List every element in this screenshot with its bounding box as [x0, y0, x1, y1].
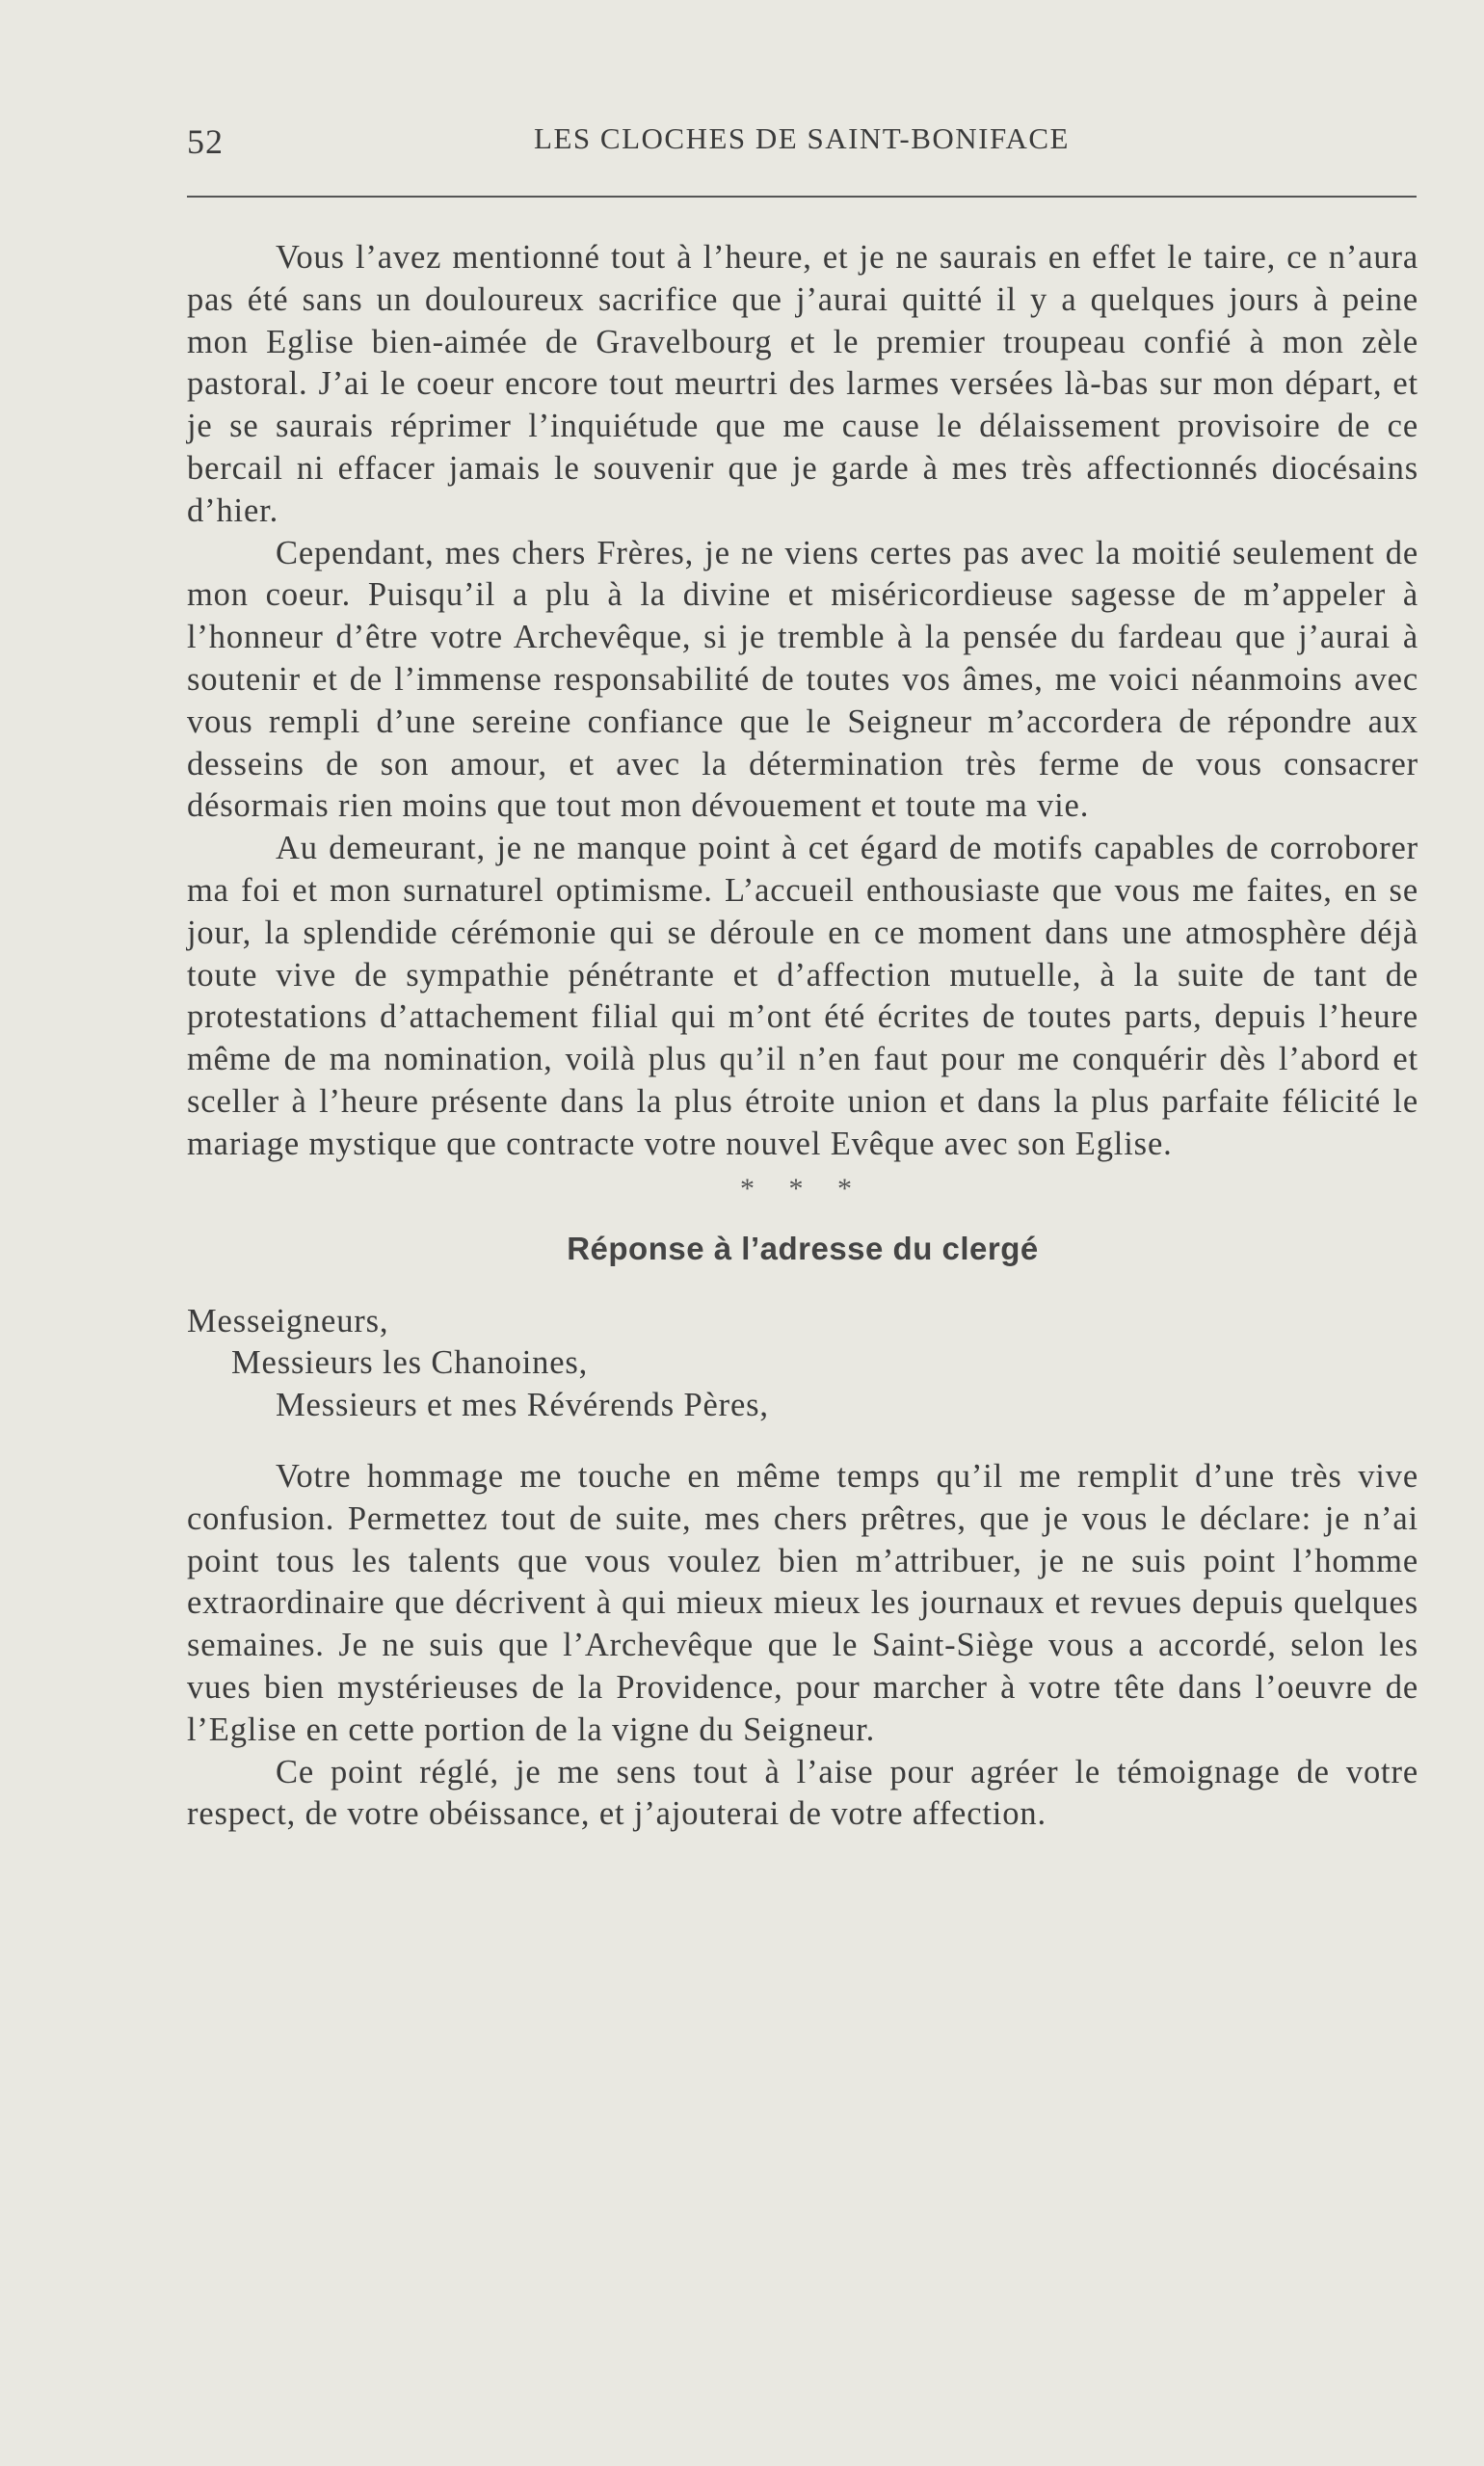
salutation-line: Messieurs et mes Révérends Pères,: [276, 1387, 769, 1424]
header-rule: [187, 196, 1417, 198]
salutation-line: Messieurs les Chanoines,: [231, 1344, 589, 1382]
paragraph: Au demeurant, je ne manque point à cet égard de motifs capables de corroborer ma foi et mon surnaturel optimisme. L’accueil enthousiaste que vous me faites, en se jour, la splendide cérémonie qui se déroule en ce moment dans une atmosphère déjà toute vive de sympathie pénétrante et d’affection mutuelle, à la suite de tant de protestations d’attachement filial qui m’ont été écrites de toutes parts, depuis l’heure même de ma nomination, voilà plus qu’il n’en faut pour me conquérir dès l’abord et sceller à l’heure présente dans la plus étroite union et dans la plus parfaite félicité le mariage mystique que contracte votre nouvel Evêque avec son Eglise.: [187, 830, 1418, 1162]
paragraph: Vous l’avez mentionné tout à l’heure, et je ne saurais en effet le taire, ce n’aura pas été sans un douloureux sacrifice que j’aurai quitté il y a quelques jours à peine mon Eglise bien-aimée de Gravelbourg et le premier troupeau confié à mon zèle pastoral. J’ai le coeur encore tout meurtri des larmes versées là-bas sur mon départ, et je se saurais réprimer l’inquiétude que me cause le délaissement provisoire de ce bercail ni effacer jamais le souvenir que je garde à mes très affectionnés diocésains d’hier.: [187, 239, 1418, 529]
section-heading: Réponse à l’adresse du clergé: [567, 1230, 1039, 1266]
section-separator: * * *: [740, 1172, 865, 1205]
page-number: 52: [187, 122, 224, 161]
paragraph: Ce point réglé, je me sens tout à l’aise pour agréer le témoignage de votre respect, de votre obéissance, et j’ajouterai de votre affection.: [187, 1753, 1418, 1833]
running-title: LES CLOCHES DE SAINT-BONIFACE: [534, 121, 1070, 155]
page-header: [187, 116, 1417, 164]
salutation-line: Messeigneurs,: [187, 1302, 389, 1339]
paragraph: Votre hommage me touche en même temps qu’il me remplit d’une très vive confusion. Permettez tout de suite, mes chers prêtres, que je vous le déclare: je n’ai point tous les talents que vous voulez bien m’attribuer, je ne suis point l’homme extraordinaire que décrivent à qui mieux mieux les journaux et revues depuis quelques semaines. Je ne suis que l’Archevêque que le Saint-Siège vous a accordé, selon les vues bien mystérieuses de la Providence, pour marcher à votre tête dans l’oeuvre de l’Eglise en cette portion de la vigne du Seigneur.: [187, 1457, 1418, 1748]
body-text: [187, 237, 1418, 1836]
spacer: [187, 1427, 1418, 1456]
paragraph: Cependant, mes chers Frères, je ne viens certes pas avec la moitié seulement de mon coeur. Puisqu’il a plu à la divine et miséricordieuse sagesse de m’appeler à l’honneur d’être votre Archevêque, si je tremble à la pensée du fardeau que j’aurai à soutenir et de l’immense responsabilité de toutes vos âmes, me voici néanmoins avec vous rempli d’une sereine confiance que le Seigneur m’accordera de répondre aux desseins de son amour, et avec la détermination très ferme de vous consacrer désormais rien moins que tout mon dévouement et toute ma vie.: [187, 534, 1418, 825]
